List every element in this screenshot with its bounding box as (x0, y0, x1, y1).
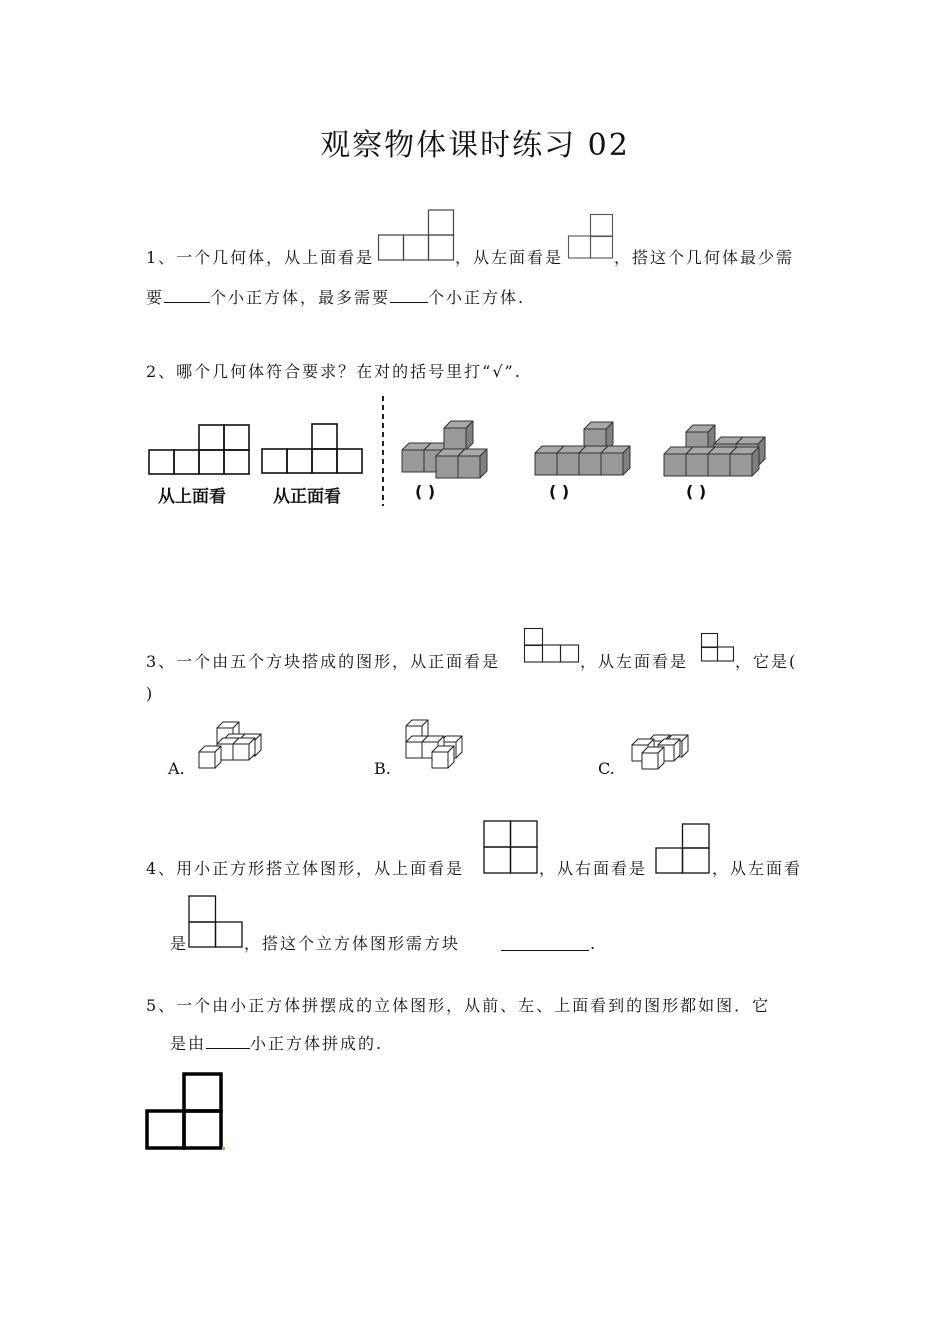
q3-option-c-solid[interactable] (628, 733, 690, 773)
q5-line1: 5、一个由小正方体拼摆成的立体图形，从前、左、上面看到的图形都如图．它 (146, 996, 771, 1015)
q1-text-part1: 1、一个几何体，从上面看是 (146, 248, 375, 267)
q1-line2 (146, 288, 525, 308)
q3-option-a-label[interactable]: A. (168, 759, 185, 778)
q2-option-b-solid[interactable] (532, 418, 636, 480)
q5-line2-b: 小正方体拼成的. (250, 1034, 384, 1053)
q1-blank-min[interactable] (164, 288, 210, 303)
q5-line2 (170, 1034, 383, 1054)
unit-cube (199, 746, 221, 768)
q3-text-part4: ) (146, 684, 155, 703)
q1-line2-c: 个小正方体. (428, 288, 526, 307)
unit-cube (642, 747, 664, 769)
q2-option-a-solid[interactable] (398, 418, 502, 480)
q2-dashed-divider (381, 396, 385, 508)
q4-text-part1: 4、用小正方形搭立体图形，从上面看是 (146, 859, 465, 878)
q2-label-front-view: 从正面看 (273, 487, 341, 507)
q1-text-part2: ，从左面看是 (455, 248, 564, 267)
q5-blank[interactable] (206, 1034, 250, 1049)
q4-left-view-figure (188, 895, 244, 949)
q4-blank[interactable] (501, 950, 589, 951)
q4-line2-a: 是 (170, 934, 189, 953)
q1-line2-a: 要 (146, 288, 165, 307)
q3-option-a-solid[interactable] (196, 718, 262, 774)
q5-view-figure (145, 1072, 227, 1152)
q1-top-view-figure (378, 209, 454, 261)
q3-text-part2: ，从左面看是 (580, 652, 689, 671)
page-title: 观察物体课时练习 02 (320, 128, 630, 163)
q4-text-part3: ，从左面看 (712, 859, 803, 878)
q4-right-view-figure (655, 823, 711, 875)
q3-text-part3: ，它是( (735, 652, 798, 671)
q1-text-part3: ，搭这个几何体最少需 (614, 248, 795, 267)
q4-top-view-figure (483, 820, 539, 874)
q2-option-b-parentheses[interactable]: ( ) (549, 482, 570, 501)
q2-top-view-figure (148, 424, 252, 476)
q2-text: 2、哪个几何体符合要求？在对的括号里打“√”. (146, 362, 522, 381)
unit-cube (233, 738, 255, 760)
q1-blank-max[interactable] (390, 288, 428, 303)
q4-line2-b: ，搭这个立方体图形需方块 (244, 934, 461, 953)
q2-option-c-solid[interactable] (662, 422, 770, 480)
q2-label-top-view: 从上面看 (158, 487, 226, 507)
q4-line2-c: . (590, 934, 598, 953)
q2-option-c-parentheses[interactable]: ( ) (686, 482, 707, 501)
q4-text-part2: ，从右面看是 (539, 859, 648, 878)
q3-left-view-figure (701, 633, 737, 663)
unit-cube (601, 446, 630, 475)
unit-cube (444, 421, 473, 450)
q3-option-b-solid[interactable] (404, 718, 466, 774)
q2-option-a-parentheses[interactable]: ( ) (415, 482, 436, 501)
q1-left-view-figure (568, 214, 614, 260)
q5-line2-a: 是由 (170, 1034, 207, 1053)
unit-cube (458, 449, 487, 478)
q3-option-b-label[interactable]: B. (374, 759, 391, 778)
unit-cube (730, 447, 759, 476)
q3-option-c-label[interactable]: C. (598, 759, 615, 778)
q2-front-view-figure (261, 423, 365, 475)
unit-cube (432, 746, 454, 768)
q3-front-view-figure (524, 628, 580, 664)
q1-line2-b: 个小正方体，最多需要 (210, 288, 391, 307)
q3-text-part1: 3、一个由五个方块搭成的图形，从正面看是 (146, 652, 501, 671)
